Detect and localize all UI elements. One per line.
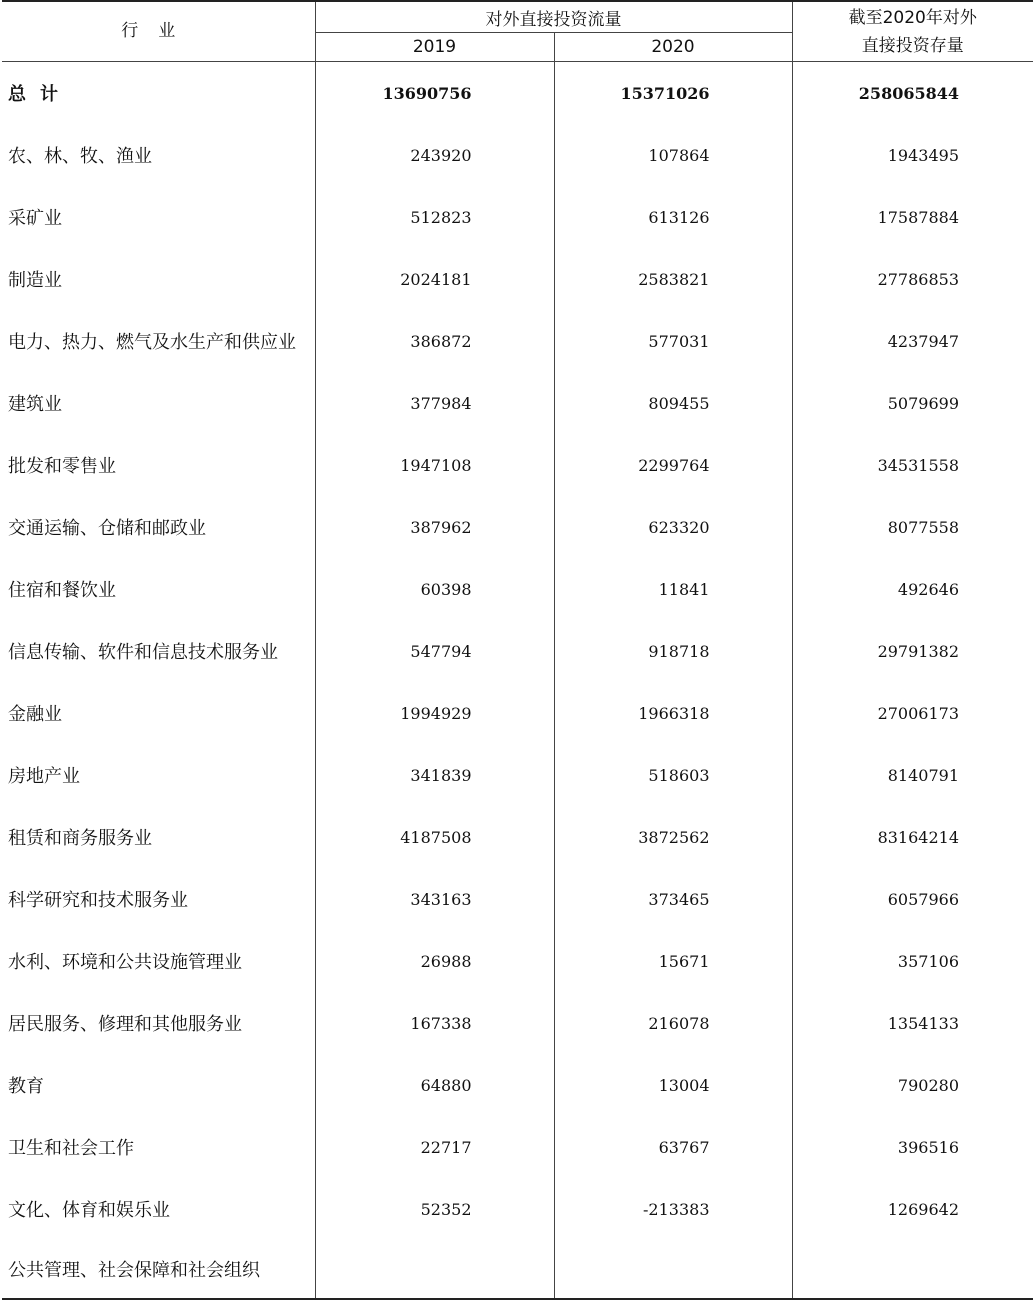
table-row	[2, 620, 1033, 682]
table-row	[2, 806, 1033, 868]
value-2019: 341839	[315, 744, 554, 806]
table-row	[2, 1178, 1033, 1240]
value-2020: -213383	[554, 1178, 792, 1240]
value-2020: 107864	[554, 124, 792, 186]
industry-name: 采矿业	[2, 186, 315, 248]
value-stock: 1269642	[887, 1199, 959, 1219]
year-2020-header: 2020	[554, 33, 792, 62]
table-row	[2, 434, 1033, 496]
industry-name: 制造业	[2, 248, 315, 310]
table-row	[2, 496, 1033, 558]
value-2019: 64880	[315, 1054, 554, 1116]
value-2019: 1947108	[315, 434, 554, 496]
table-row	[2, 1116, 1033, 1178]
value-stock: 83164214	[877, 827, 959, 847]
stock-header-line2: 直接投资存量	[861, 35, 964, 56]
value-stock: 790280	[897, 1075, 959, 1095]
industry-name: 信息传输、软件和信息技术服务业	[2, 620, 315, 682]
value-2019: 343163	[315, 868, 554, 930]
industry-name: 租赁和商务服务业	[2, 806, 315, 868]
value-2020: 15371026	[554, 62, 792, 125]
value-2019: 386872	[315, 310, 554, 372]
industry-name: 教育	[2, 1054, 315, 1116]
table-row	[2, 1054, 1033, 1116]
value-2019: 243920	[315, 124, 554, 186]
value-2020: 623320	[554, 496, 792, 558]
table-row-total	[2, 62, 1033, 125]
year-2019-header: 2019	[315, 33, 554, 62]
value-2019: 60398	[315, 558, 554, 620]
flow-group-header: 对外直接投资流量	[315, 1, 792, 33]
value-2019	[315, 1240, 554, 1299]
value-stock: 27006173	[877, 703, 959, 723]
industry-name: 农、林、牧、渔业	[2, 124, 315, 186]
value-2020: 2299764	[554, 434, 792, 496]
value-stock: 6057966	[887, 889, 959, 909]
table-row	[2, 930, 1033, 992]
value-stock: 5079699	[887, 393, 959, 413]
industry-name: 建筑业	[2, 372, 315, 434]
value-2019: 2024181	[315, 248, 554, 310]
value-stock: 29791382	[877, 641, 959, 661]
value-stock: 492646	[897, 579, 959, 599]
table-row	[2, 868, 1033, 930]
industry-name: 科学研究和技术服务业	[2, 868, 315, 930]
value-stock: 17587884	[877, 207, 959, 227]
value-2020: 809455	[554, 372, 792, 434]
value-2019: 22717	[315, 1116, 554, 1178]
table-row	[2, 558, 1033, 620]
value-2020: 216078	[554, 992, 792, 1054]
value-2020: 373465	[554, 868, 792, 930]
value-2020	[554, 1240, 792, 1299]
industry-name: 金融业	[2, 682, 315, 744]
table-row	[2, 248, 1033, 310]
investment-table	[2, 0, 1033, 1300]
value-2020: 518603	[554, 744, 792, 806]
stock-header-line1: 截至2020年对外	[848, 7, 977, 28]
value-stock: 357106	[897, 951, 959, 971]
value-2020: 63767	[554, 1116, 792, 1178]
value-2019: 512823	[315, 186, 554, 248]
value-2020: 2583821	[554, 248, 792, 310]
value-stock: 4237947	[887, 331, 959, 351]
industry-name: 卫生和社会工作	[2, 1116, 315, 1178]
value-stock: 8077558	[887, 517, 959, 537]
value-stock: 396516	[897, 1137, 959, 1157]
value-stock: 34531558	[877, 455, 959, 475]
stock-header	[792, 1, 1033, 62]
value-stock: 8140791	[887, 765, 959, 785]
value-2019: 1994929	[315, 682, 554, 744]
header-row-1	[2, 1, 1033, 33]
value-stock: 1943495	[887, 145, 959, 165]
table-row	[2, 682, 1033, 744]
industry-name: 交通运输、仓储和邮政业	[2, 496, 315, 558]
value-2020: 13004	[554, 1054, 792, 1116]
value-2019: 13690756	[315, 62, 554, 125]
value-2019: 387962	[315, 496, 554, 558]
industry-name: 房地产业	[2, 744, 315, 806]
industry-header: 行业	[2, 1, 315, 62]
value-2019: 4187508	[315, 806, 554, 868]
industry-name: 电力、热力、燃气及水生产和供应业	[2, 310, 315, 372]
industry-name: 批发和零售业	[2, 434, 315, 496]
value-2020: 1966318	[554, 682, 792, 744]
industry-name: 居民服务、修理和其他服务业	[2, 992, 315, 1054]
table-row	[2, 1240, 1033, 1299]
industry-name: 水利、环境和公共设施管理业	[2, 930, 315, 992]
table-row	[2, 186, 1033, 248]
industry-name: 住宿和餐饮业	[2, 558, 315, 620]
table-row	[2, 372, 1033, 434]
value-stock: 1354133	[887, 1013, 959, 1033]
value-stock: 258065844	[858, 83, 959, 103]
value-stock	[792, 1240, 1033, 1299]
industry-name: 公共管理、社会保障和社会组织	[2, 1240, 315, 1299]
industry-name: 文化、体育和娱乐业	[2, 1178, 315, 1240]
value-2020: 11841	[554, 558, 792, 620]
value-2019: 26988	[315, 930, 554, 992]
value-2020: 577031	[554, 310, 792, 372]
value-2020: 918718	[554, 620, 792, 682]
industry-name: 总计	[2, 62, 315, 125]
table-row	[2, 310, 1033, 372]
value-2019: 547794	[315, 620, 554, 682]
table-row	[2, 124, 1033, 186]
value-2020: 613126	[554, 186, 792, 248]
value-stock: 27786853	[877, 269, 959, 289]
value-2019: 52352	[315, 1178, 554, 1240]
value-2020: 3872562	[554, 806, 792, 868]
table-row	[2, 744, 1033, 806]
value-2019: 167338	[315, 992, 554, 1054]
value-2019: 377984	[315, 372, 554, 434]
table-row	[2, 992, 1033, 1054]
value-2020: 15671	[554, 930, 792, 992]
